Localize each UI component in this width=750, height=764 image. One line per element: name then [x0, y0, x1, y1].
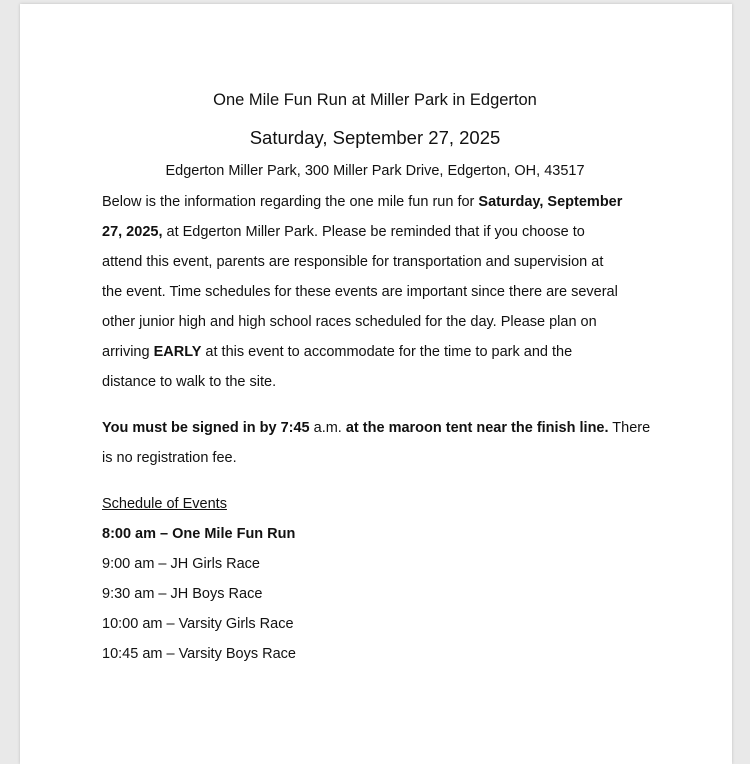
event-title: One Mile Fun Run at Miller Park in Edgerton [213, 91, 537, 109]
signin-notice: You must be signed in by 7:45 a.m. at the maroon tent near the finish line. There [102, 420, 651, 436]
paragraph-line: the event. Time schedules for these events are important since there are several [102, 284, 618, 300]
paragraph-line: distance to walk to the site. [102, 374, 277, 390]
schedule-item: 10:45 am – Varsity Boys Race [102, 646, 296, 662]
registration-fee-note: is no registration fee. [102, 450, 237, 466]
paragraph-line: Below is the information regarding the one mile fun run for Saturday, September [102, 194, 623, 210]
schedule-item: 8:00 am – One Mile Fun Run [102, 526, 296, 542]
paragraph-line: arriving EARLY at this event to accommodate for the time to park and the [102, 344, 573, 360]
schedule-item: 9:30 am – JH Boys Race [102, 586, 263, 602]
event-address: Edgerton Miller Park, 300 Miller Park Drive, Edgerton, OH, 43517 [165, 163, 585, 179]
paragraph-line: other junior high and high school races scheduled for the day. Please plan on [102, 314, 597, 330]
paragraph-line: 27, 2025, at Edgerton Miller Park. Please be reminded that if you choose to [102, 224, 585, 240]
schedule-item: 10:00 am – Varsity Girls Race [102, 616, 294, 632]
event-date: Saturday, September 27, 2025 [249, 127, 501, 148]
paragraph-line: attend this event, parents are responsible for transportation and supervision at [102, 254, 604, 270]
schedule-item: 9:00 am – JH Girls Race [102, 556, 260, 572]
schedule-heading: Schedule of Events [102, 496, 227, 512]
